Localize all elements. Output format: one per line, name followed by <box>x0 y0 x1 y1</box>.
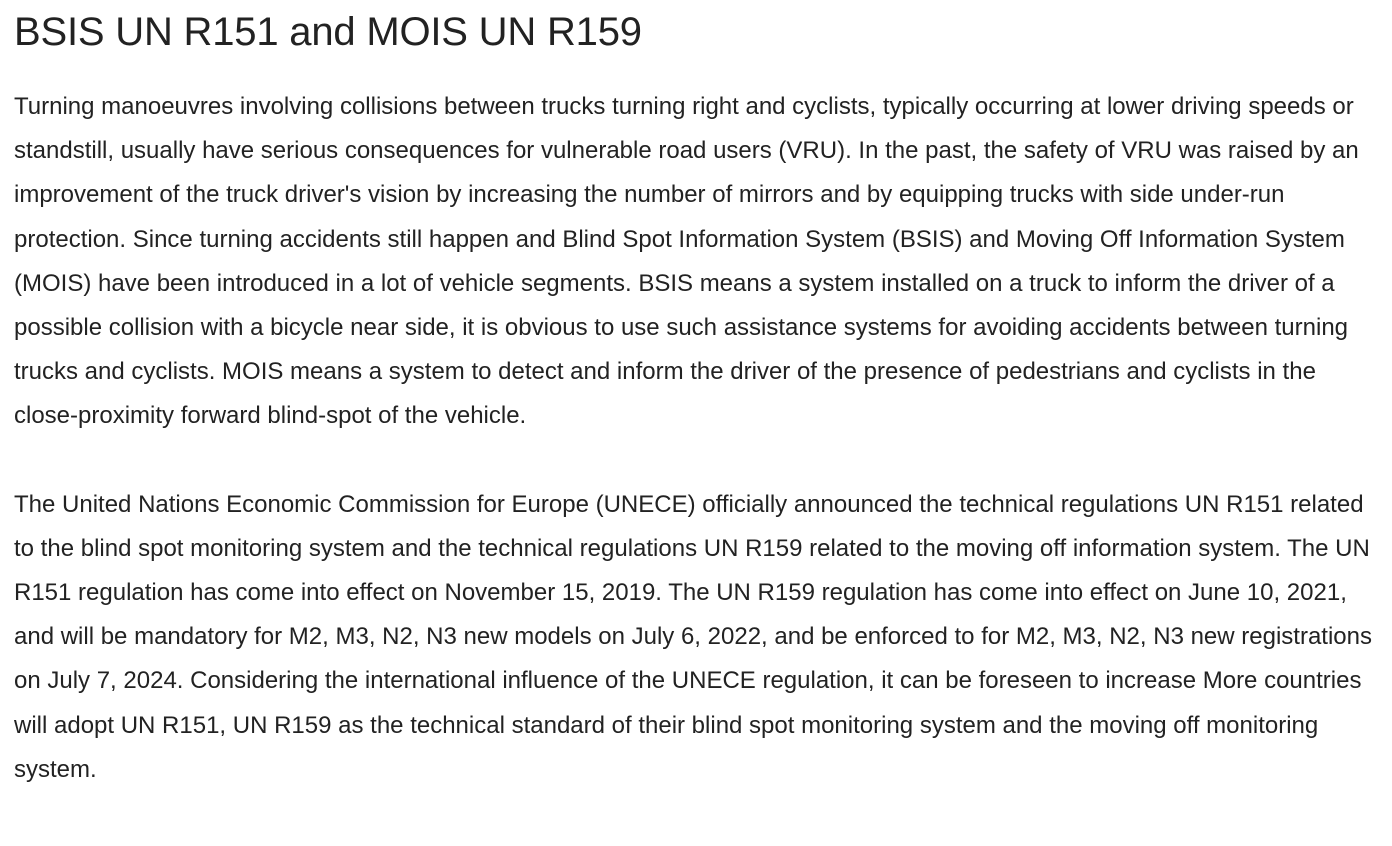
article-paragraph-unece-regulations: The United Nations Economic Commission for Europe (UNECE) officially announced the technical regulations UN R151 related to the blind spot monitoring system and the technical regulations UN R159 related to the moving off information system. The UN R151 regulation has come into effect on November 15, 2019. The UN R159 regulation has come into effect on June 10, 2021, and will be mandatory for M2, M3, N2, N3 new models on July 6, 2022, and be enforced to for M2, M3, N2, N3 new registrations on July 7, 2024. Considering the international influence of the UNECE regulation, it can be foreseen to increase More countries will adopt UN R151, UN R159 as the technical standard of their blind spot monitoring system and the moving off monitoring system. <box>14 490 1373 783</box>
article-paragraph-bsis-mois: Turning manoeuvres involving collisions between trucks turning right and cyclists, typically occurring at lower driving speeds or standstill, usually have serious consequences for vulnerable road users (VRU). In the past, the safety of VRU was raised by an improvement of the truck driver's vision by increasing the number of mirrors and by equipping trucks with side under-run protection. Since turning accidents still happen and Blind Spot Information System (BSIS) and Moving Off Information System (MOIS) have been introduced in a lot of vehicle segments. BSIS means a system installed on a truck to inform the driver of a possible collision with a bicycle near side, it is obvious to use such assistance systems for avoiding accidents between turning trucks and cyclists. MOIS means a system to detect and inform the driver of the presence of pedestrians and cyclists in the close-proximity forward blind-spot of the vehicle. <box>14 93 1359 430</box>
article-title: BSIS UN R151 and MOIS UN R159 <box>14 10 642 54</box>
